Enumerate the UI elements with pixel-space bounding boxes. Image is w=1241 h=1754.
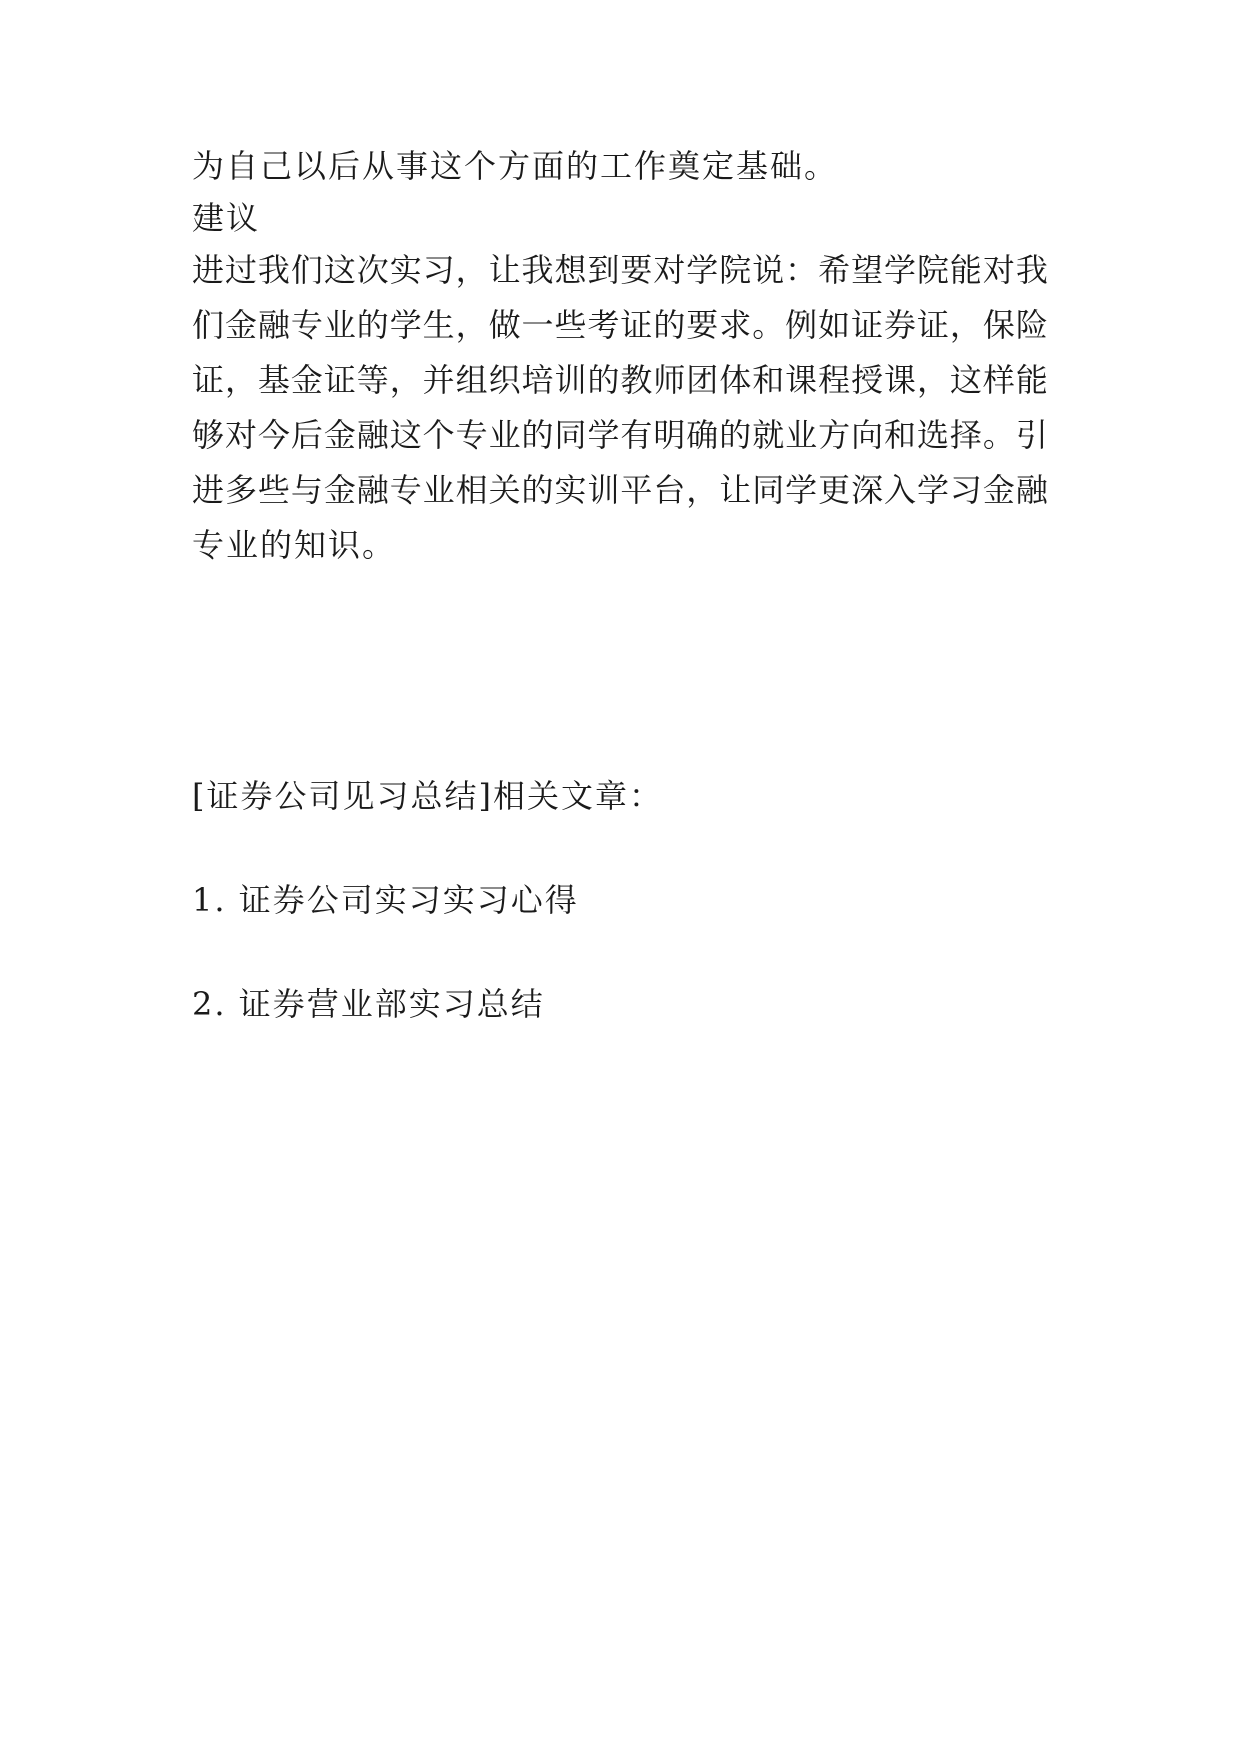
paragraph-last-line: 专业的知识。 — [192, 526, 397, 564]
related-article-link[interactable]: 1. 证券公司实习实习心得 — [192, 881, 579, 919]
paragraph-line: 够 对 今 后 金 融 这 个 专 业 的 同 学 有 明 确 的 就 业 方 向 和 选 择 。 引 — [192, 416, 1048, 454]
continuation-line: 为自己以后从事这个方面的工作奠定基础。 — [192, 147, 839, 185]
related-article-link[interactable]: 2. 证券营业部实习总结 — [192, 985, 545, 1023]
paragraph-line: 进 过 我 们 这 次 实 习 ， 让 我 想 到 要 对 学 院 说 ： 希 望 学 院 能 对 我 — [192, 251, 1048, 289]
paragraph-line: 证 ， 基 金 证 等 ， 并 组 织 培 训 的 教 师 团 体 和 课 程 授 课 ， 这 样 能 — [192, 361, 1048, 399]
paragraph-line: 进 多 些 与 金 融 专 业 相 关 的 实 训 平 台 ， 让 同 学 更 深 入 学 习 金 融 — [192, 471, 1048, 509]
section-heading: 建议 — [192, 199, 261, 237]
related-articles-heading: [证券公司见习总结]相关文章： — [192, 777, 663, 815]
paragraph-line: 们 金 融 专 业 的 学 生 ， 做 一 些 考 证 的 要 求 。 例 如 证 券 证 ， 保 险 — [192, 306, 1048, 344]
